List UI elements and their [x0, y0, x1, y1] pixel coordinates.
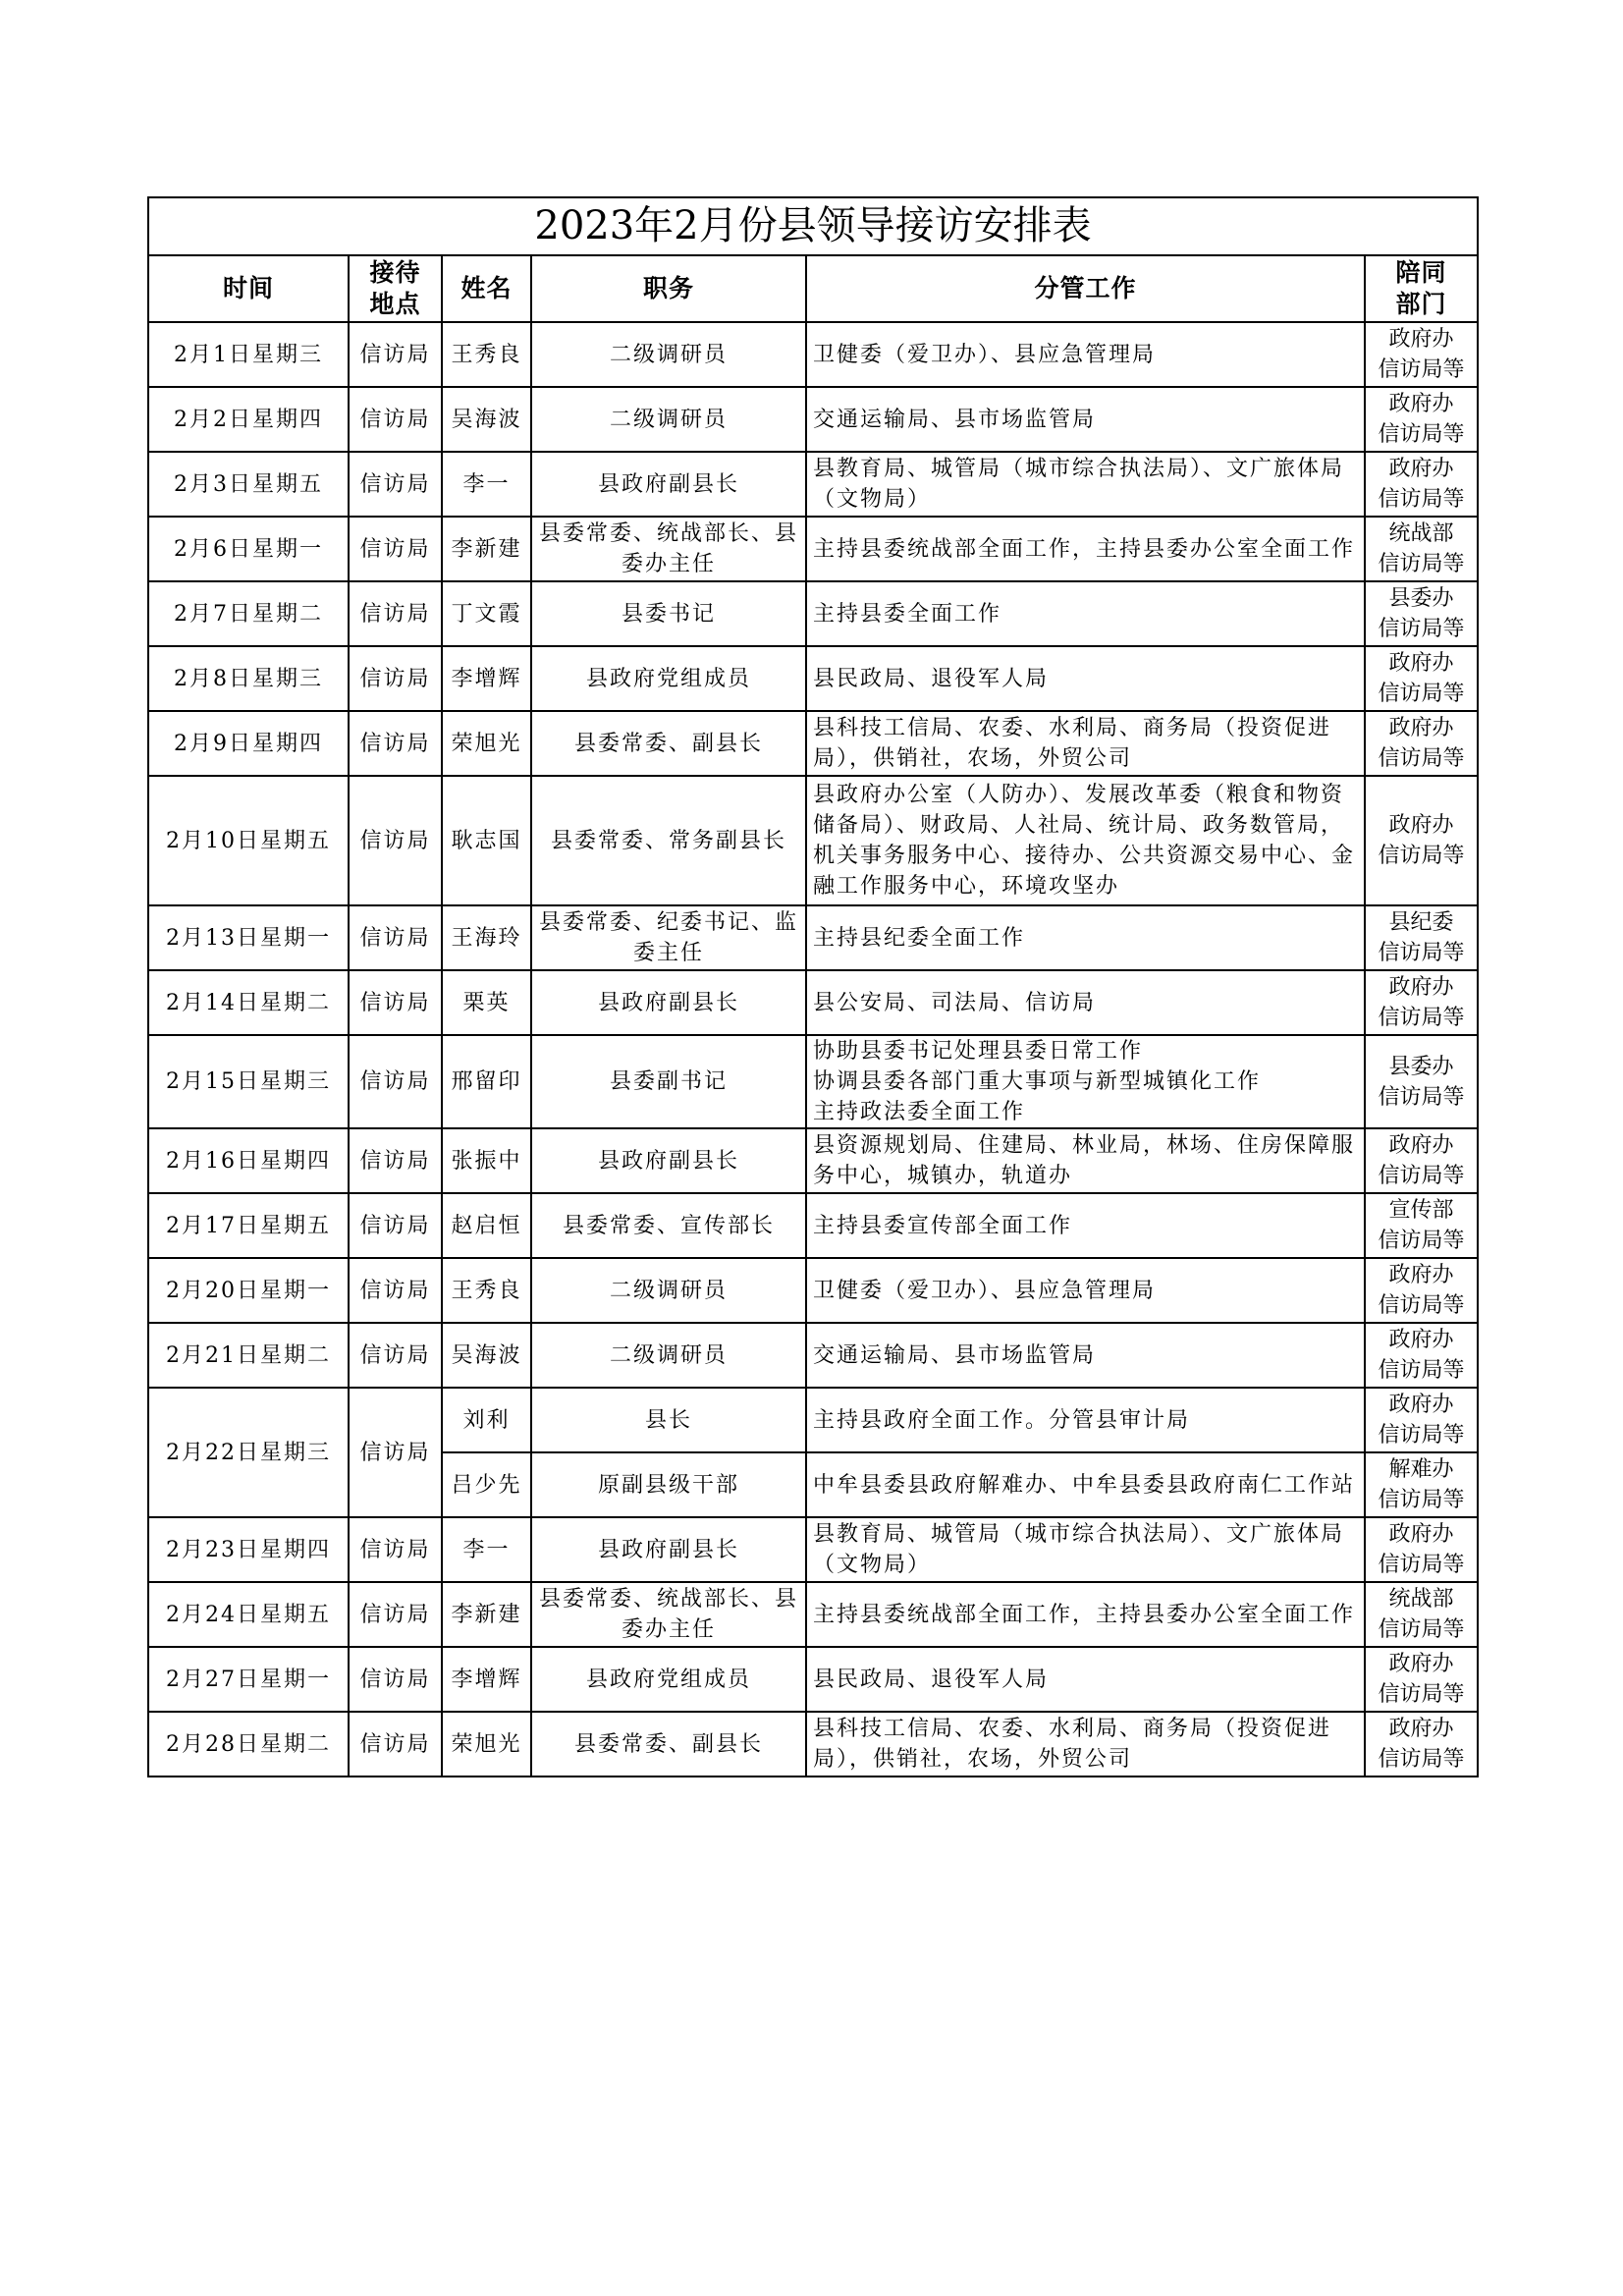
cell-dept	[1365, 1388, 1478, 1452]
cell-time: 2月9日星期四	[148, 711, 349, 776]
cell-position: 县委常委、副县长	[531, 711, 806, 776]
cell-work: 主持县纪委全面工作	[806, 905, 1365, 970]
table-row	[148, 1128, 1478, 1193]
cell-time: 2月1日星期三	[148, 322, 349, 387]
dept-line: 信访局等	[1378, 1164, 1465, 1188]
table-row	[148, 970, 1478, 1035]
cell-location: 信访局	[349, 970, 442, 1035]
cell-work: 主持县政府全面工作。分管县审计局	[806, 1388, 1365, 1452]
cell-dept	[1365, 646, 1478, 711]
table-row	[148, 1517, 1478, 1582]
cell-time: 2月27日星期一	[148, 1647, 349, 1712]
cell-work: 县政府办公室（人防办）、发展改革委（粮食和物资储备局）、财政局、人社局、统计局、政务数管局，机关事务服务中心、接待办、公共资源交易中心、金融工作服务中心，环境攻坚办	[806, 776, 1365, 905]
header-time: 时间	[148, 255, 349, 322]
cell-position: 县政府副县长	[531, 452, 806, 517]
cell-position: 县委常委、纪委书记、监委主任	[531, 905, 806, 970]
cell-position: 县政府副县长	[531, 1517, 806, 1582]
table-row	[148, 1035, 1478, 1128]
table-row	[148, 387, 1478, 452]
cell-name: 吴海波	[442, 387, 531, 452]
cell-work: 卫健委（爱卫办）、县应急管理局	[806, 322, 1365, 387]
cell-time: 2月28日星期二	[148, 1712, 349, 1777]
cell-dept	[1365, 1128, 1478, 1193]
cell-name: 李增辉	[442, 646, 531, 711]
cell-work: 主持县委宣传部全面工作	[806, 1193, 1365, 1258]
dept-line: 信访局等	[1378, 487, 1465, 512]
cell-location: 信访局	[349, 1258, 442, 1323]
header-name: 姓名	[442, 255, 531, 322]
cell-work: 县教育局、城管局（城市综合执法局）、文广旅体局（文物局）	[806, 452, 1365, 517]
cell-position: 县长	[531, 1388, 806, 1452]
cell-dept	[1365, 1193, 1478, 1258]
cell-name: 吴海波	[442, 1323, 531, 1388]
dept-line: 信访局等	[1378, 941, 1465, 965]
dept-line: 政府办	[1388, 651, 1454, 676]
dept-line: 政府办	[1388, 716, 1454, 740]
cell-location: 信访局	[349, 1128, 442, 1193]
cell-position: 县政府党组成员	[531, 646, 806, 711]
cell-position: 县委常委、常务副县长	[531, 776, 806, 905]
dept-line: 信访局等	[1378, 1617, 1465, 1642]
table-row	[148, 322, 1478, 387]
table-row	[148, 452, 1478, 517]
cell-position: 二级调研员	[531, 322, 806, 387]
cell-dept	[1365, 517, 1478, 581]
cell-name: 赵启恒	[442, 1193, 531, 1258]
table-title: 2023年2月份县领导接访安排表	[148, 197, 1478, 255]
dept-line: 政府办	[1388, 813, 1454, 838]
dept-line: 信访局等	[1378, 422, 1465, 447]
cell-location: 信访局	[349, 1582, 442, 1647]
cell-time: 2月10日星期五	[148, 776, 349, 905]
cell-time: 2月6日星期一	[148, 517, 349, 581]
cell-location: 信访局	[349, 1323, 442, 1388]
cell-dept	[1365, 711, 1478, 776]
cell-time: 2月14日星期二	[148, 970, 349, 1035]
cell-time: 2月3日星期五	[148, 452, 349, 517]
cell-work: 交通运输局、县市场监管局	[806, 387, 1365, 452]
cell-position: 县政府党组成员	[531, 1647, 806, 1712]
cell-work: 县民政局、退役军人局	[806, 1647, 1365, 1712]
dept-line: 县委办	[1388, 586, 1454, 611]
dept-line: 政府办	[1388, 1652, 1454, 1676]
cell-position: 二级调研员	[531, 387, 806, 452]
cell-time: 2月21日星期二	[148, 1323, 349, 1388]
dept-line: 县纪委	[1388, 910, 1454, 935]
cell-dept	[1365, 905, 1478, 970]
cell-location: 信访局	[349, 1035, 442, 1128]
table-row	[148, 711, 1478, 776]
table-row	[148, 517, 1478, 581]
dept-line: 政府办	[1388, 1133, 1454, 1158]
cell-location: 信访局	[349, 711, 442, 776]
cell-name: 王秀良	[442, 322, 531, 387]
header-location: 接待 地点	[349, 255, 442, 322]
dept-line: 解难办	[1388, 1457, 1454, 1482]
cell-name: 耿志国	[442, 776, 531, 905]
dept-line: 政府办	[1388, 1263, 1454, 1287]
cell-dept	[1365, 452, 1478, 517]
cell-work: 主持县委统战部全面工作，主持县委办公室全面工作	[806, 1582, 1365, 1647]
cell-location: 信访局	[349, 452, 442, 517]
header-position: 职务	[531, 255, 806, 322]
cell-name: 丁文霞	[442, 581, 531, 646]
cell-location: 信访局	[349, 1712, 442, 1777]
cell-position: 县政府副县长	[531, 1128, 806, 1193]
cell-position: 二级调研员	[531, 1323, 806, 1388]
dept-line: 信访局等	[1378, 1747, 1465, 1772]
dept-line: 政府办	[1388, 392, 1454, 416]
table-row	[148, 1712, 1478, 1777]
schedule-table	[147, 196, 1479, 1777]
cell-name: 李一	[442, 452, 531, 517]
table-row	[148, 1388, 1478, 1452]
dept-line: 信访局等	[1378, 1488, 1465, 1512]
dept-line: 信访局等	[1378, 1553, 1465, 1577]
table-row	[148, 1582, 1478, 1647]
cell-dept	[1365, 1452, 1478, 1517]
cell-time: 2月17日星期五	[148, 1193, 349, 1258]
cell-position: 县委常委、宣传部长	[531, 1193, 806, 1258]
dept-line: 信访局等	[1378, 552, 1465, 576]
dept-line: 信访局等	[1378, 1358, 1465, 1383]
table-row	[148, 776, 1478, 905]
cell-time: 2月2日星期四	[148, 387, 349, 452]
cell-time: 2月8日星期三	[148, 646, 349, 711]
table-row	[148, 1193, 1478, 1258]
cell-time: 2月15日星期三	[148, 1035, 349, 1128]
cell-name: 栗英	[442, 970, 531, 1035]
cell-name: 李一	[442, 1517, 531, 1582]
cell-time: 2月7日星期二	[148, 581, 349, 646]
dept-line: 信访局等	[1378, 746, 1465, 771]
cell-dept	[1365, 970, 1478, 1035]
schedule-document	[147, 196, 1477, 1777]
cell-dept	[1365, 1712, 1478, 1777]
dept-line: 宣传部	[1388, 1198, 1454, 1223]
cell-name: 李新建	[442, 1582, 531, 1647]
dept-line: 县委办	[1388, 1054, 1454, 1079]
dept-line: 政府办	[1388, 457, 1454, 481]
cell-name: 王海玲	[442, 905, 531, 970]
cell-name: 王秀良	[442, 1258, 531, 1323]
cell-position: 二级调研员	[531, 1258, 806, 1323]
header-work: 分管工作	[806, 255, 1365, 322]
cell-time: 2月20日星期一	[148, 1258, 349, 1323]
cell-dept	[1365, 1258, 1478, 1323]
cell-location: 信访局	[349, 1647, 442, 1712]
dept-line: 信访局等	[1378, 682, 1465, 706]
dept-line: 政府办	[1388, 1717, 1454, 1741]
dept-line: 统战部	[1388, 521, 1454, 546]
cell-dept	[1365, 322, 1478, 387]
cell-work: 县公安局、司法局、信访局	[806, 970, 1365, 1035]
header-dept: 陪同 部门	[1365, 255, 1478, 322]
dept-line: 信访局等	[1378, 844, 1465, 868]
table-row	[148, 581, 1478, 646]
cell-location: 信访局	[349, 1193, 442, 1258]
cell-name: 张振中	[442, 1128, 531, 1193]
dept-line: 统战部	[1388, 1587, 1454, 1612]
dept-line: 信访局等	[1378, 1423, 1465, 1448]
cell-work: 县教育局、城管局（城市综合执法局）、文广旅体局（文物局）	[806, 1517, 1365, 1582]
dept-line: 信访局等	[1378, 357, 1465, 382]
table-row	[148, 1323, 1478, 1388]
cell-name: 李新建	[442, 517, 531, 581]
dept-line: 信访局等	[1378, 1084, 1465, 1110]
dept-line: 政府办	[1388, 327, 1454, 352]
cell-location: 信访局	[349, 776, 442, 905]
cell-position: 县委书记	[531, 581, 806, 646]
cell-dept	[1365, 1582, 1478, 1647]
cell-dept	[1365, 581, 1478, 646]
dept-line: 信访局等	[1378, 617, 1465, 641]
cell-name: 吕少先	[442, 1452, 531, 1517]
table-row	[148, 646, 1478, 711]
cell-name: 荣旭光	[442, 711, 531, 776]
dept-line: 信访局等	[1378, 1229, 1465, 1253]
cell-time: 2月16日星期四	[148, 1128, 349, 1193]
cell-work: 县民政局、退役军人局	[806, 646, 1365, 711]
cell-name: 邢留印	[442, 1035, 531, 1128]
cell-position: 县委常委、统战部长、县委办主任	[531, 1582, 806, 1647]
dept-line: 信访局等	[1378, 1293, 1465, 1318]
cell-position: 县政府副县长	[531, 970, 806, 1035]
cell-work: 县科技工信局、农委、水利局、商务局（投资促进局），供销社，农场，外贸公司	[806, 1712, 1365, 1777]
cell-work: 协助县委书记处理县委日常工作 协调县委各部门重大事项与新型城镇化工作 主持政法委全面工作	[806, 1035, 1365, 1128]
cell-position: 县委副书记	[531, 1035, 806, 1128]
cell-position: 县委常委、副县长	[531, 1712, 806, 1777]
cell-position: 县委常委、统战部长、县委办主任	[531, 517, 806, 581]
table-row	[148, 1647, 1478, 1712]
cell-dept	[1365, 776, 1478, 905]
dept-line: 政府办	[1388, 1522, 1454, 1547]
table-row	[148, 905, 1478, 970]
cell-location: 信访局	[349, 1517, 442, 1582]
cell-work: 中牟县委县政府解难办、中牟县委县政府南仁工作站	[806, 1452, 1365, 1517]
dept-line: 信访局等	[1378, 1682, 1465, 1707]
cell-work: 主持县委统战部全面工作，主持县委办公室全面工作	[806, 517, 1365, 581]
table-row	[148, 1258, 1478, 1323]
cell-time: 2月13日星期一	[148, 905, 349, 970]
dept-line: 政府办	[1388, 1393, 1454, 1417]
cell-name: 刘利	[442, 1388, 531, 1452]
cell-location: 信访局	[349, 581, 442, 646]
cell-dept	[1365, 1323, 1478, 1388]
cell-work: 县科技工信局、农委、水利局、商务局（投资促进局），供销社，农场，外贸公司	[806, 711, 1365, 776]
cell-work: 交通运输局、县市场监管局	[806, 1323, 1365, 1388]
cell-location: 信访局	[349, 322, 442, 387]
cell-work: 主持县委全面工作	[806, 581, 1365, 646]
cell-time: 2月22日星期三	[148, 1388, 349, 1517]
dept-line: 信访局等	[1378, 1006, 1465, 1030]
table-body	[148, 322, 1478, 1777]
cell-dept	[1365, 1517, 1478, 1582]
cell-work: 卫健委（爱卫办）、县应急管理局	[806, 1258, 1365, 1323]
cell-location: 信访局	[349, 387, 442, 452]
cell-position: 原副县级干部	[531, 1452, 806, 1517]
cell-time: 2月23日星期四	[148, 1517, 349, 1582]
cell-dept	[1365, 1647, 1478, 1712]
cell-work: 县资源规划局、住建局、林业局，林场、住房保障服务中心，城镇办，轨道办	[806, 1128, 1365, 1193]
cell-location: 信访局	[349, 646, 442, 711]
cell-dept	[1365, 387, 1478, 452]
cell-dept	[1365, 1035, 1478, 1128]
dept-line: 政府办	[1388, 975, 1454, 1000]
cell-time: 2月24日星期五	[148, 1582, 349, 1647]
cell-location: 信访局	[349, 517, 442, 581]
cell-location: 信访局	[349, 1388, 442, 1517]
cell-name: 荣旭光	[442, 1712, 531, 1777]
dept-line: 政府办	[1388, 1328, 1454, 1352]
cell-name: 李增辉	[442, 1647, 531, 1712]
cell-location: 信访局	[349, 905, 442, 970]
